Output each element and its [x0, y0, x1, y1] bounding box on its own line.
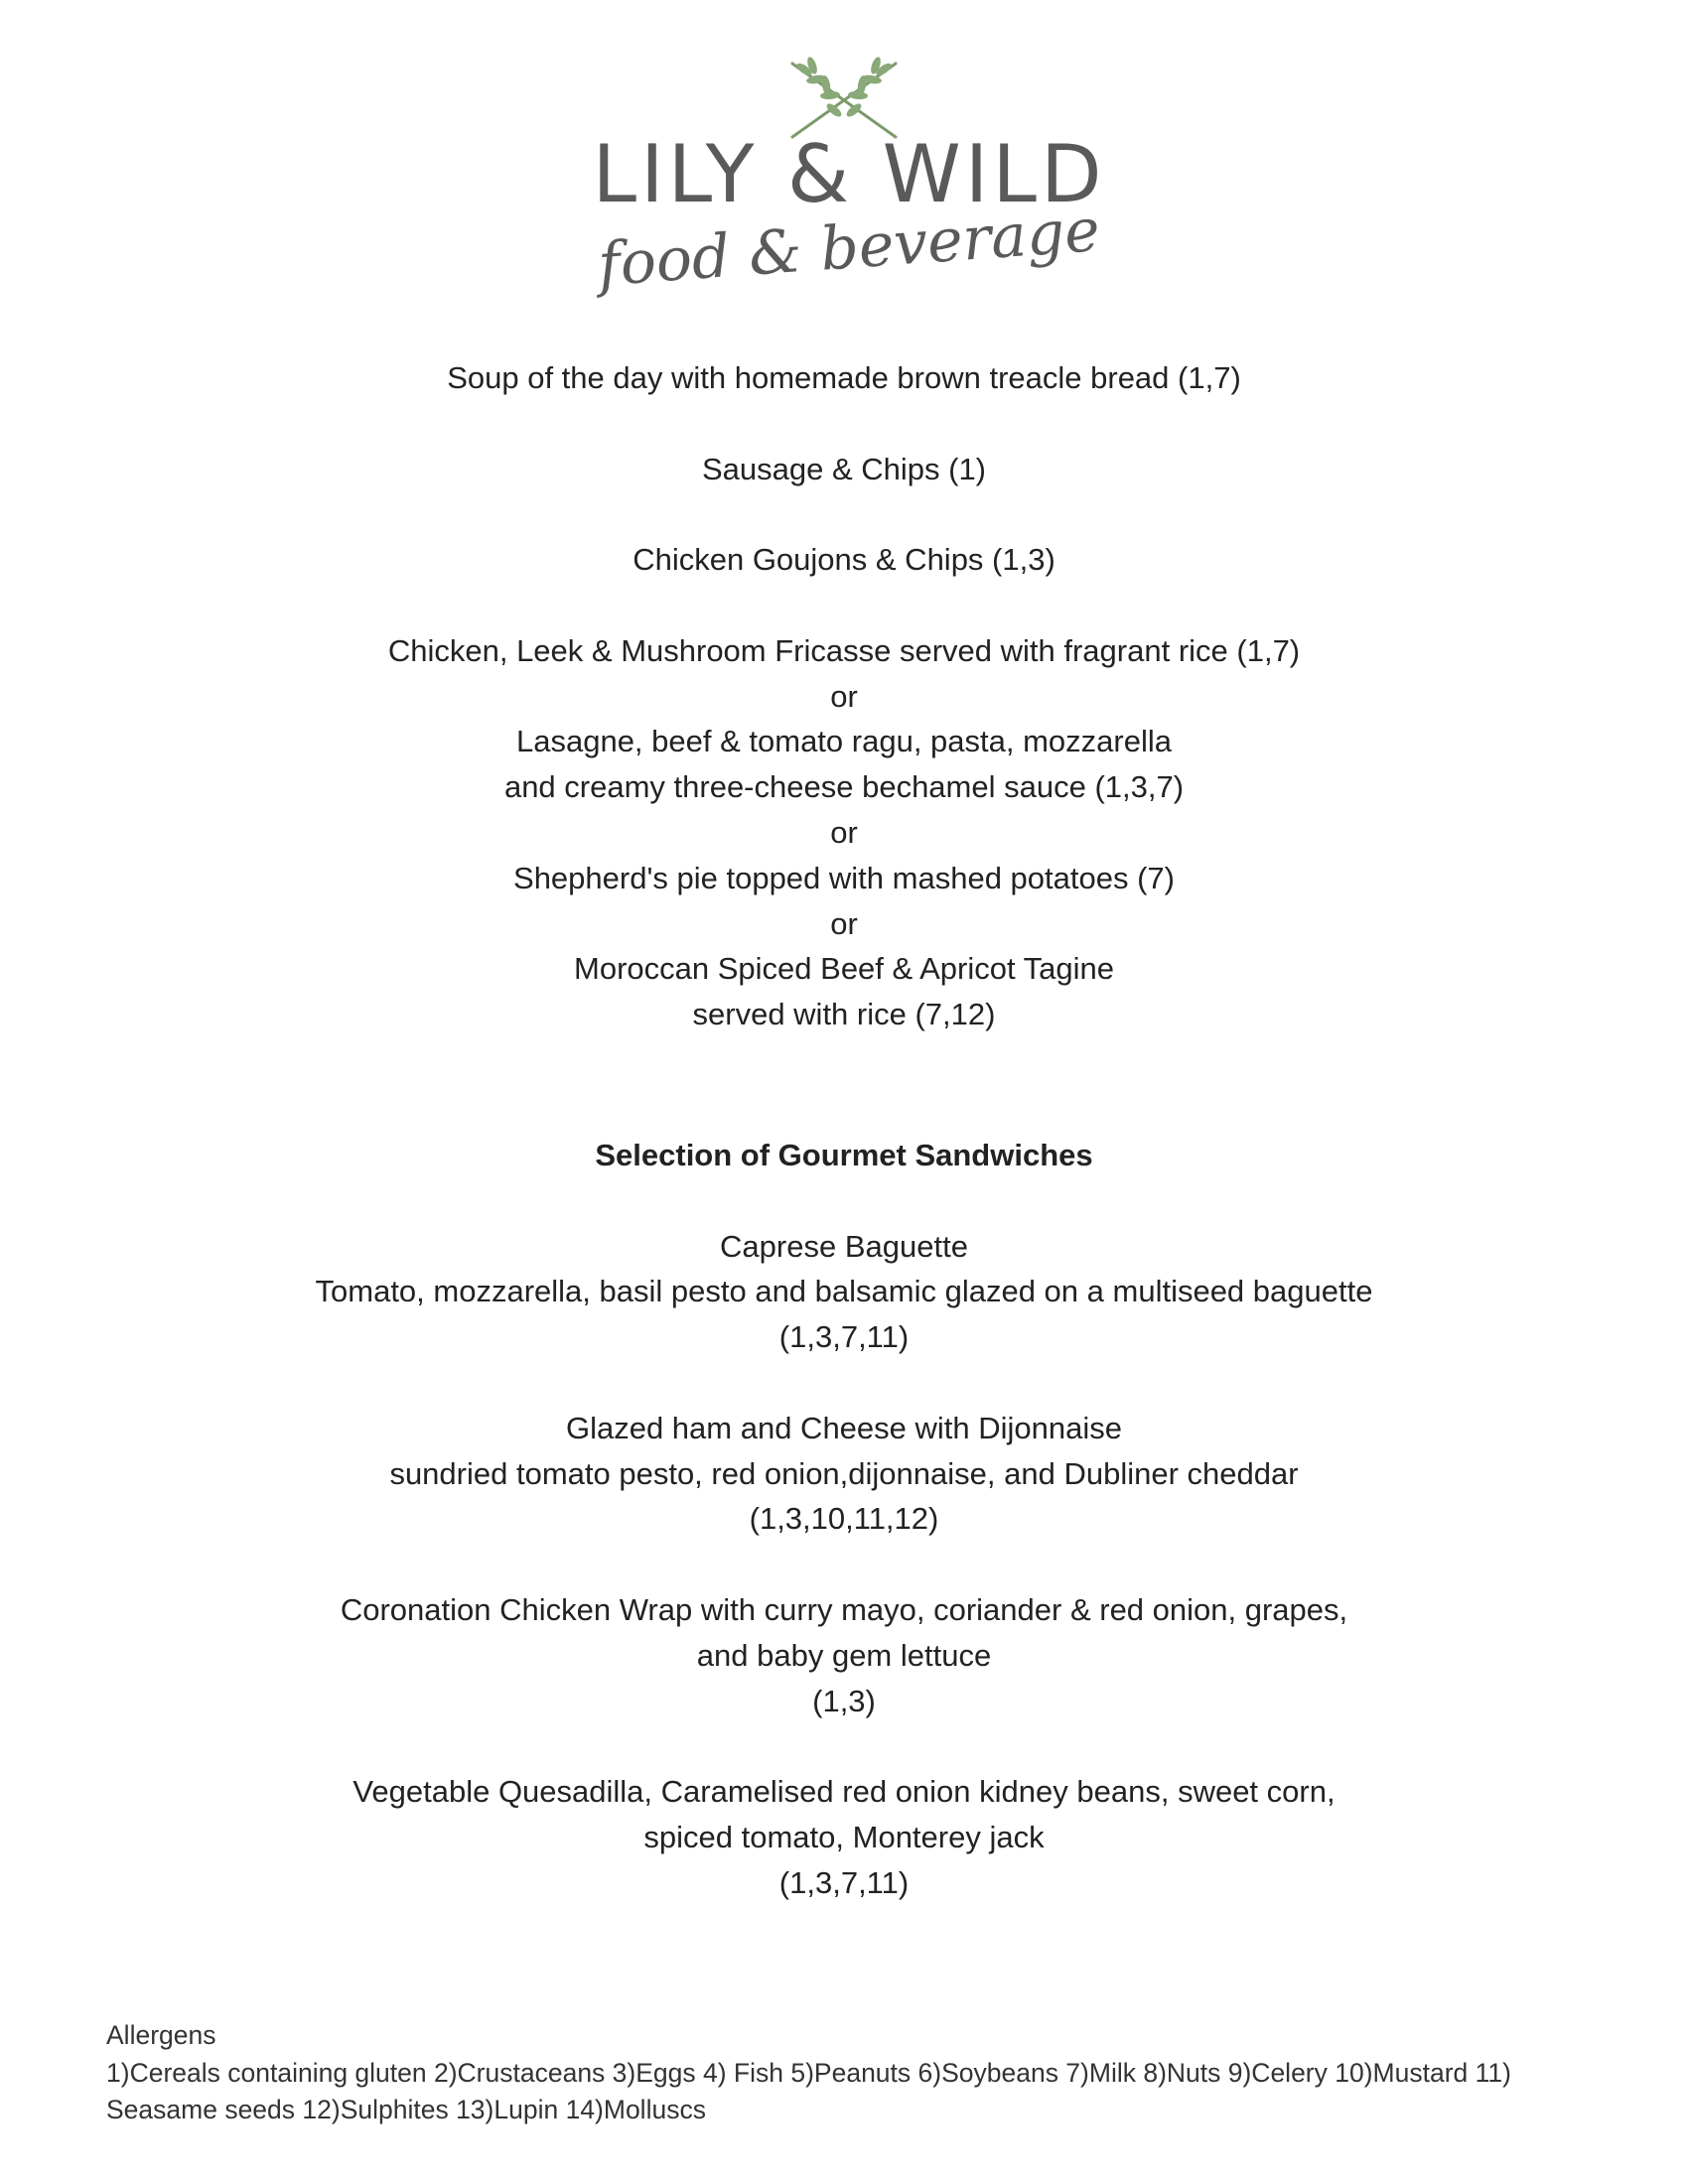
sandwich-caprese-allergens: (1,3,7,11): [778, 1319, 910, 1355]
sandwiches-heading: Selection of Gourmet Sandwiches: [595, 1137, 1093, 1172]
menu-item-sausage: Sausage & Chips (1): [701, 451, 987, 486]
sandwich-ham-allergens: (1,3,10,11,12): [749, 1501, 939, 1537]
allergens-legend: [106, 2017, 1616, 2129]
or-separator: or: [830, 814, 858, 850]
menu-item-goujons: Chicken Goujons & Chips (1,3): [633, 542, 1055, 578]
menu-item-shepherds-pie: Shepherd's pie topped with mashed potatoes (7): [513, 860, 1175, 895]
sandwich-quesadilla-name: Vegetable Quesadilla, Caramelised red onion kidney beans, sweet corn,: [352, 1774, 1336, 1810]
menu-item-tagine-desc: served with rice (7,12): [692, 997, 996, 1032]
menu: [0, 355, 1688, 1906]
menu-item-lasagne-desc: and creamy three-cheese bechamel sauce (1,3,7): [503, 769, 1185, 805]
or-separator: or: [830, 905, 858, 941]
menu-item-soup: Soup of the day with homemade brown treacle bread (1,7): [447, 360, 1241, 395]
logo-subtitle: food & beverage: [596, 196, 1102, 301]
allergens-list-line1: 1)Cereals containing gluten 2)Crustaceans 3)Eggs 4) Fish 5)Peanuts 6)Soybeans 7)Milk 8)Nuts 9)Celery 10)Mustard 11): [106, 2057, 1511, 2088]
logo-title: LILY & WILD: [592, 128, 1106, 220]
allergens-title: Allergens: [106, 2020, 216, 2050]
sandwich-wrap-desc: and baby gem lettuce: [696, 1637, 992, 1673]
allergens-list-line2: Seasame seeds 12)Sulphites 13)Lupin 14)Molluscs: [106, 2095, 706, 2124]
sandwich-caprese-name: Caprese Baguette: [720, 1228, 968, 1264]
menu-item-tagine: Moroccan Spiced Beef & Apricot Tagine: [574, 951, 1114, 987]
logo: [0, 50, 1688, 318]
menu-item-fricasse: Chicken, Leek & Mushroom Fricasse served with fragrant rice (1,7): [387, 632, 1301, 668]
menu-item-lasagne: Lasagne, beef & tomato ragu, pasta, mozzarella: [515, 724, 1172, 759]
sandwich-wrap-allergens: (1,3): [812, 1683, 876, 1718]
sandwich-ham-desc: sundried tomato pesto, red onion,dijonnaise, and Dubliner cheddar: [389, 1455, 1299, 1491]
sandwich-quesadilla-allergens: (1,3,7,11): [778, 1864, 910, 1900]
or-separator: or: [830, 678, 858, 714]
sandwich-caprese-desc: Tomato, mozzarella, basil pesto and balsamic glazed on a multiseed baguette: [315, 1274, 1373, 1309]
sandwich-quesadilla-desc: spiced tomato, Monterey jack: [643, 1819, 1045, 1854]
sandwich-ham-name: Glazed ham and Cheese with Dijonnaise: [565, 1410, 1123, 1445]
sandwich-wrap-name: Coronation Chicken Wrap with curry mayo, coriander & red onion, grapes,: [340, 1591, 1348, 1627]
